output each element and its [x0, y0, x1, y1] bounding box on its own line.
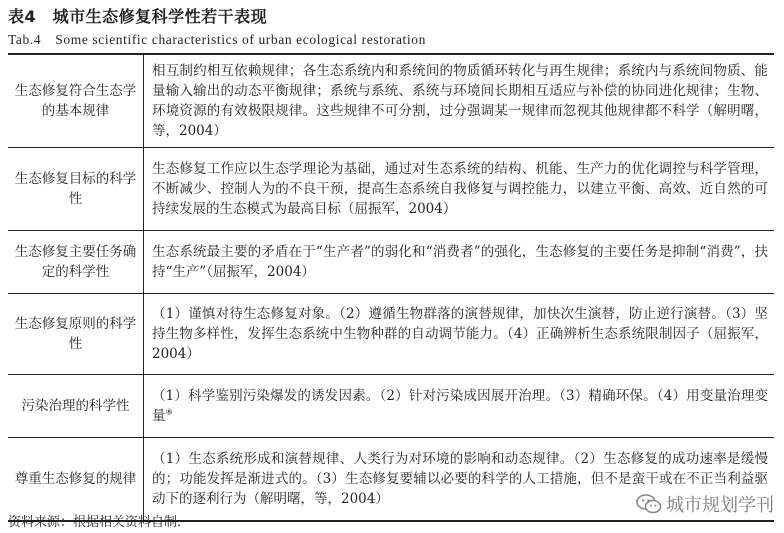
wechat-icon — [636, 494, 662, 514]
table-row — [8, 148, 774, 231]
row-content — [144, 375, 775, 438]
watermark — [636, 491, 774, 517]
row-content: （1）谨慎对待生态修复对象。（2）遵循生物群落的演替规律，加快次生演替，防止逆行演替。（3）坚持生物多样性，发挥生态系统中生物种群的自动调节能力。（4）正确辨析生态系统限制因子（屈振军，2004） — [144, 294, 775, 375]
table-row — [8, 375, 774, 438]
source-note: 资料来源：根据相关资料自制． — [8, 515, 191, 530]
table-row — [8, 294, 774, 375]
row-label: 尊重生态修复的规律 — [8, 438, 144, 522]
characteristics-table — [8, 53, 774, 522]
row-content-text: （1）科学鉴别污染爆发的诱发因素。（2）针对污染成因展开治理。（3）精确环保。（4）用变量治理变量 — [152, 388, 768, 424]
table-title-en: Tab.4 Some scientific characteristics of urban ecological restoration — [8, 32, 426, 47]
row-label: 生态修复目标的科学性 — [8, 148, 144, 231]
table-row — [8, 231, 774, 294]
row-label: 生态修复主要任务确定的科学性 — [8, 231, 144, 294]
row-content: 生态系统最主要的矛盾在于“生产者”的弱化和“消费者”的强化，生态修复的主要任务是抑制“消费”，扶持“生产”（屈振军，2004） — [144, 231, 775, 294]
row-content: 生态修复工作应以生态学理论为基础，通过对生态系统的结构、机能、生产力的优化调控与科学管理，不断减少、控制人为的不良干预，提高生态系统自我修复与调控能力，以建立平衡、高效、近自然的可持续发展的生态模式为最高目标（屈振军，2004） — [144, 148, 775, 231]
row-content: （1）生态系统形成和演替规律、人类行为对环境的影响和动态规律。（2）生态修复的成功速率是缓慢的；功能发挥是渐进式的。（3）生态修复要辅以必要的科学的人工措施，但不是蛮干或在不正当利益驱动下的逐利行为（解明曙，等，2004） — [144, 438, 775, 522]
row-label: 污染治理的科学性 — [8, 375, 144, 438]
row-content: 相互制约相互依赖规律；各生态系统内和系统间的物质循环转化与再生规律；系统内与系统间物质、能量输入输出的动态平衡规律；系统与系统、系统与环境间长期相互适应与补偿的协同进化规律；生物、环境资源的有效极限规律。这些规律不可分割，过分强调某一规律而忽视其他规律都不科学（解明曙，等，2004） — [152, 63, 768, 139]
table-row — [8, 54, 774, 148]
table-title-cn: 表4 城市生态修复科学性若干表现 — [8, 7, 268, 26]
row-label: 生态修复原则的科学性 — [8, 294, 144, 375]
watermark-text: 城市规划学刊 — [666, 495, 774, 516]
footnote-marker: ⑧ — [165, 407, 173, 417]
row-label: 生态修复符合生态学的基本规律 — [8, 54, 144, 148]
